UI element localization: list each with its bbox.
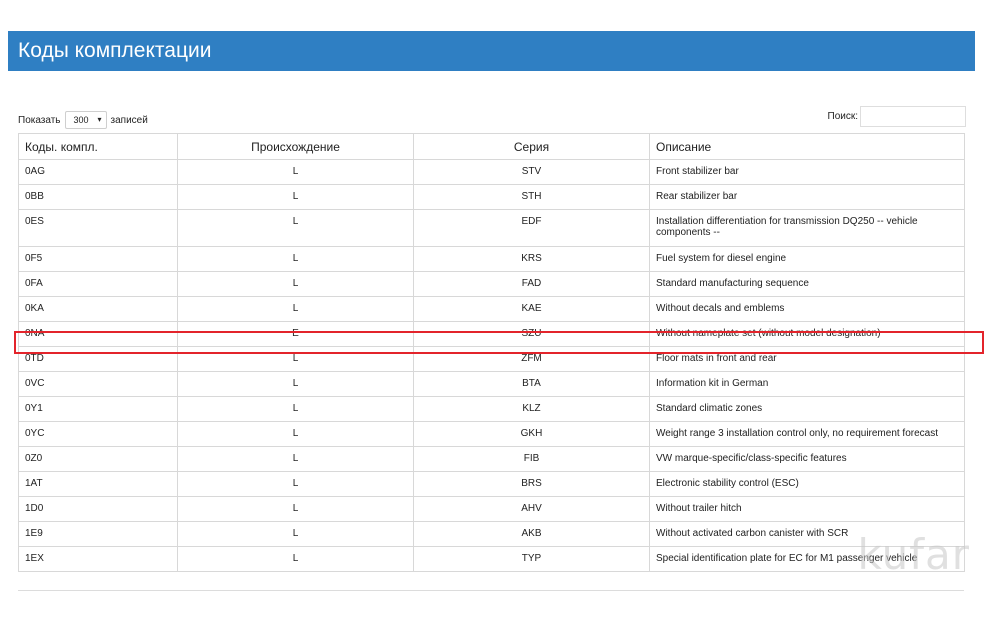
column-header-series[interactable]: Серия [414, 134, 650, 160]
origin-cell: L [178, 397, 414, 422]
code-cell: 0BB [19, 185, 178, 210]
description-cell: Fuel system for diesel engine [650, 247, 965, 272]
column-header-origin[interactable]: Происхождение [178, 134, 414, 160]
description-cell: Standard climatic zones [650, 397, 965, 422]
code-cell: 1E9 [19, 522, 178, 547]
origin-cell: L [178, 547, 414, 572]
table-row [19, 160, 965, 185]
origin-cell: L [178, 422, 414, 447]
table-header-row [19, 134, 965, 160]
code-cell: 0Z0 [19, 447, 178, 472]
description-cell: Weight range 3 installation control only, no requirement forecast [650, 422, 965, 447]
origin-cell: L [178, 160, 414, 185]
description-cell: Without activated carbon canister with SCR [650, 522, 965, 547]
series-cell: AKB [414, 522, 650, 547]
description-cell: VW marque-specific/class-specific features [650, 447, 965, 472]
origin-cell: L [178, 210, 414, 247]
series-cell: BRS [414, 472, 650, 497]
description-cell: Front stabilizer bar [650, 160, 965, 185]
search-label: Поиск: [827, 111, 858, 122]
column-header-code[interactable]: Коды. компл. [19, 134, 178, 160]
description-cell: Installation differentiation for transmission DQ250 -- vehicle components -- [650, 210, 965, 247]
code-cell: 0ES [19, 210, 178, 247]
description-cell: Without decals and emblems [650, 297, 965, 322]
series-cell: AHV [414, 497, 650, 522]
code-cell: 0KA [19, 297, 178, 322]
series-cell: KRS [414, 247, 650, 272]
origin-cell: L [178, 272, 414, 297]
series-cell: BTA [414, 372, 650, 397]
origin-cell: L [178, 185, 414, 210]
series-cell: KAE [414, 297, 650, 322]
code-cell: 0Y1 [19, 397, 178, 422]
series-cell: KLZ [414, 397, 650, 422]
kufar-watermark: kufar [857, 530, 970, 579]
table-row [19, 272, 965, 297]
series-cell: EDF [414, 210, 650, 247]
description-cell: Electronic stability control (ESC) [650, 472, 965, 497]
table-row [19, 522, 965, 547]
table-row [19, 185, 965, 210]
table-controls [18, 106, 968, 128]
table-row [19, 547, 965, 572]
table-row [19, 247, 965, 272]
page-title: Коды комплектации [18, 39, 212, 62]
description-cell: Without nameplate set (without model designation) [650, 322, 965, 347]
origin-cell: L [178, 372, 414, 397]
code-cell: 0VC [19, 372, 178, 397]
series-cell: FAD [414, 272, 650, 297]
search-control [828, 106, 967, 127]
code-cell: 1AT [19, 472, 178, 497]
search-input[interactable] [860, 106, 966, 127]
page-header [8, 31, 975, 71]
entries-label: записей [110, 114, 148, 126]
origin-cell: L [178, 522, 414, 547]
table-row [19, 397, 965, 422]
origin-cell: E [178, 322, 414, 347]
code-cell: 1EX [19, 547, 178, 572]
table-row [19, 422, 965, 447]
description-cell: Floor mats in front and rear [650, 347, 965, 372]
options-table [18, 133, 965, 572]
origin-cell: L [178, 497, 414, 522]
origin-cell: L [178, 447, 414, 472]
series-cell: TYP [414, 547, 650, 572]
table-row [19, 297, 965, 322]
description-cell: Information kit in German [650, 372, 965, 397]
description-cell: Standard manufacturing sequence [650, 272, 965, 297]
entries-value: 300 [73, 115, 89, 125]
table-row [19, 210, 965, 247]
code-cell: 0YC [19, 422, 178, 447]
origin-cell: L [178, 247, 414, 272]
code-cell: 0NA [19, 322, 178, 347]
description-cell: Without trailer hitch [650, 497, 965, 522]
code-cell: 0TD [19, 347, 178, 372]
table-row [19, 447, 965, 472]
table-bottom-divider [18, 590, 964, 591]
entries-select[interactable] [65, 111, 107, 129]
table-row-highlighted [19, 322, 965, 347]
origin-cell: L [178, 347, 414, 372]
code-cell: 0F5 [19, 247, 178, 272]
series-cell: GKH [414, 422, 650, 447]
show-label: Показать [18, 114, 61, 126]
table-row [19, 372, 965, 397]
code-cell: 0FA [19, 272, 178, 297]
origin-cell: L [178, 297, 414, 322]
dropdown-arrow-icon: ▾ [97, 115, 102, 124]
series-cell: FIB [414, 447, 650, 472]
description-cell: Rear stabilizer bar [650, 185, 965, 210]
series-cell: STH [414, 185, 650, 210]
code-cell: 0AG [19, 160, 178, 185]
description-cell: Special identification plate for EC for M1 passenger vehicle [650, 547, 965, 572]
series-cell: ZFM [414, 347, 650, 372]
origin-cell: L [178, 472, 414, 497]
code-cell: 1D0 [19, 497, 178, 522]
series-cell: SZU [414, 322, 650, 347]
column-header-description[interactable]: Описание [650, 134, 965, 160]
entries-control [18, 111, 148, 129]
table-row [19, 497, 965, 522]
series-cell: STV [414, 160, 650, 185]
table-row [19, 472, 965, 497]
table-row [19, 347, 965, 372]
